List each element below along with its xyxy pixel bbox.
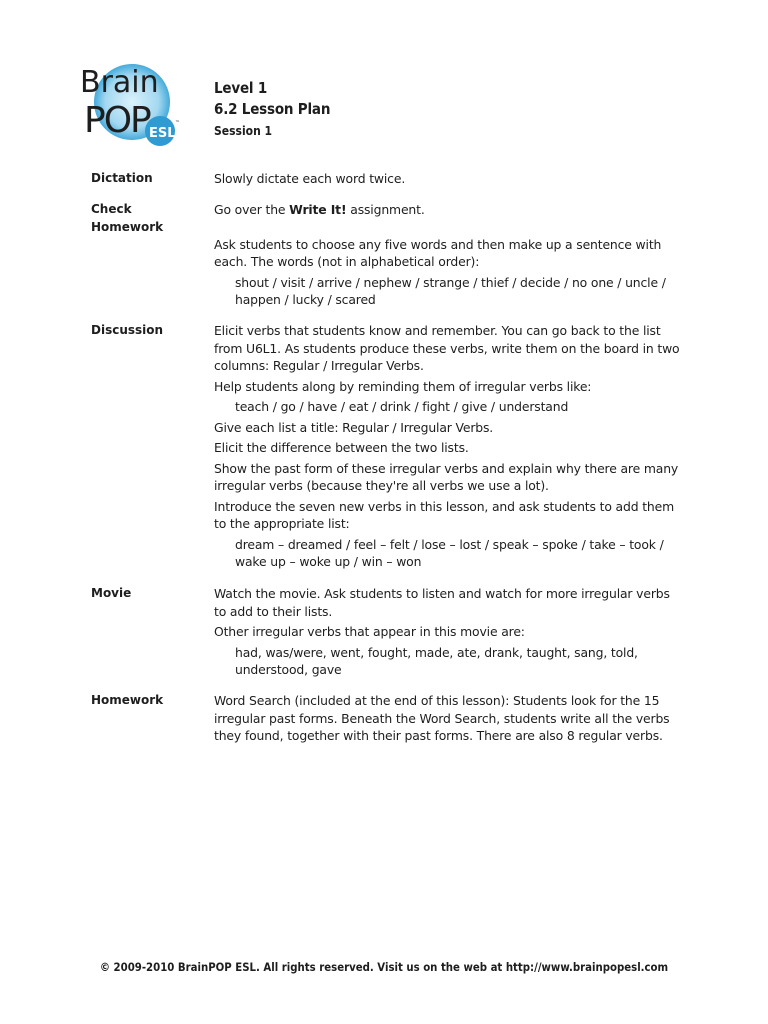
word-list: dream – dreamed / feel – felt / lose – lost / speak – spoke / take – took / wake up – woke up / win – won [235,536,664,569]
logo-tm: ™ [175,120,180,126]
lesson-plan-title: 6.2 Lesson Plan [214,100,331,118]
section-label: Movie [91,586,132,600]
word-list: had, was/were, went, fought, made, ate, drank, taught, sang, told, understood, gave [235,644,638,677]
paragraph: Show the past form of these irregular verbs and explain why there are many irregular verbs (because they're all verbs we use a lot). [214,460,679,493]
text-run: assignment. [346,202,425,217]
paragraph: Other irregular verbs that appear in this movie are: [214,624,525,639]
brainpop-esl-logo [76,58,182,150]
logo-badge-esl: ESL [149,126,176,141]
session-title: Session 1 [214,124,273,138]
paragraph [214,201,684,219]
logo-text-brain: Brain [80,65,159,100]
section-label: Discussion [91,323,164,337]
section-body [214,201,684,309]
paragraph: Elicit the difference between the two lists. [214,440,469,455]
section-body [214,692,684,745]
logo-text-pop: POP [84,100,150,141]
bold-text-run: Write It! [289,202,347,217]
section-label: Check Homework [91,202,164,234]
paragraph: Introduce the seven new verbs in this lesson, and ask students to add them to the appropriate list: [214,498,675,531]
section-body [214,585,684,679]
paragraph: Slowly dictate each word twice. [214,171,406,186]
word-list: shout / visit / arrive / nephew / strange / thief / decide / no one / uncle / happen / lucky / scared [235,274,666,307]
text-run: Go over the [214,202,290,217]
section-body [214,322,684,571]
paragraph: Word Search (included at the end of this lesson): Students look for the 15 irregular past forms. Beneath the Word Search, students write all the verbs they found, together with their past forms. There are also 8 regular verbs. [214,693,670,743]
paragraph: Watch the movie. Ask students to listen and watch for more irregular verbs to add to their lists. [214,586,670,619]
paragraph: Ask students to choose any five words and then make up a sentence with each. The words (not in alphabetical order): [214,236,662,269]
copyright-footer: © 2009-2010 BrainPOP ESL. All rights reserved. Visit us on the web at http://www.brainpopesl.com [99,961,669,974]
section-label: Dictation [91,171,153,185]
section-label: Homework [91,693,164,707]
word-list: teach / go / have / eat / drink / fight / give / understand [235,399,569,414]
paragraph: Give each list a title: Regular / Irregular Verbs. [214,419,494,435]
paragraph: Help students along by reminding them of irregular verbs like: [214,378,592,394]
level-title: Level 1 [214,79,268,97]
paragraph: Elicit verbs that students know and remember. You can go back to the list from U6L1. As students produce these verbs, write them on the board in two columns: Regular / Irregular Verbs. [214,323,680,373]
lesson-header [214,78,330,142]
section-body [214,170,684,188]
